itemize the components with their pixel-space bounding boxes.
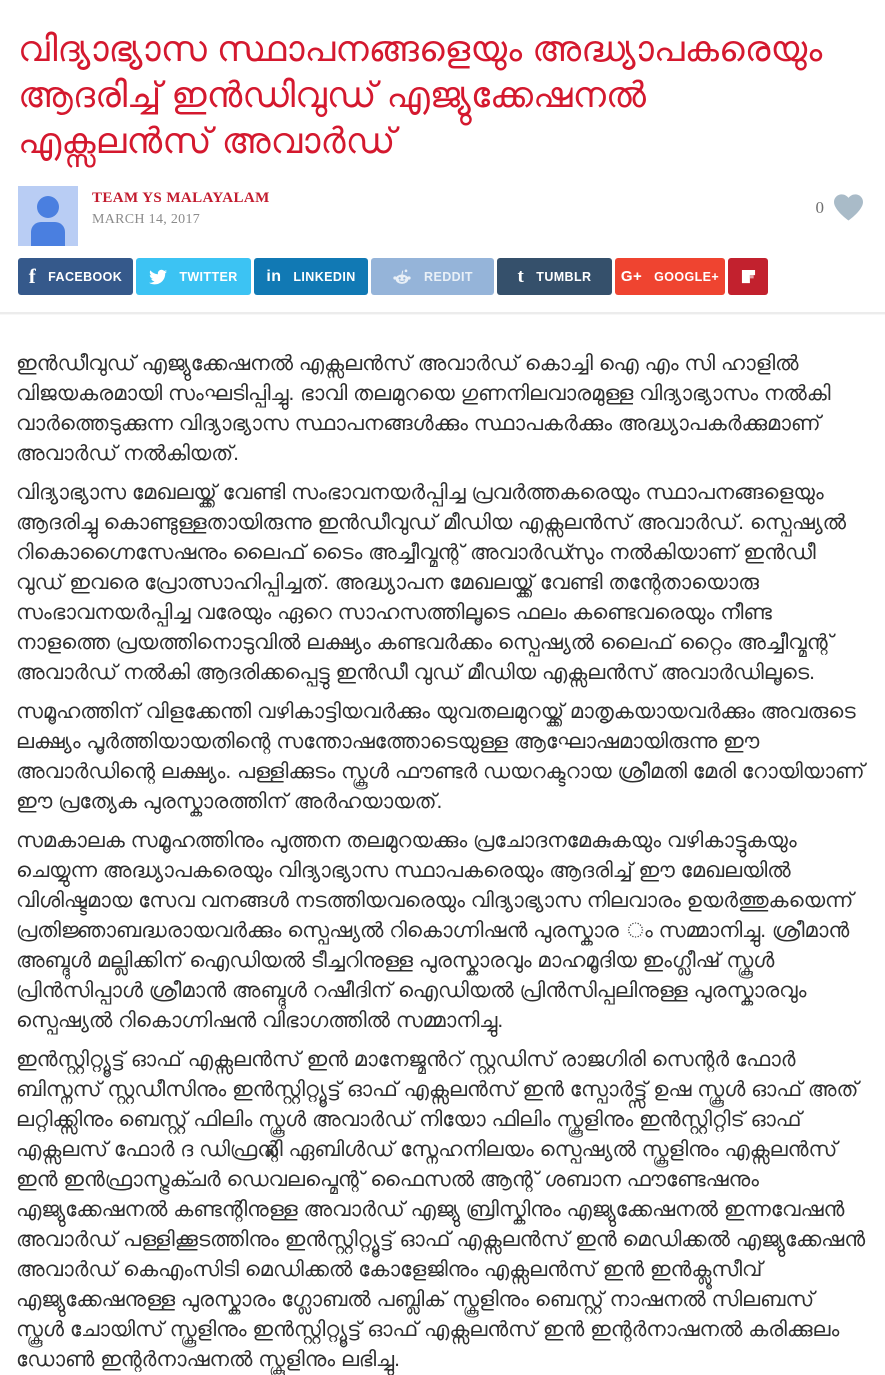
byline xyxy=(18,186,867,246)
paragraph: സമകാലക സമൂഹത്തിനും പുത്തന തലമുറയക്കും പ്രചോദനമേകുകയും വഴികാട്ടുകയും ചെയ്യുന്ന അദ്ധ്യാപകരെയും വിദ്യാഭ്യാസ സ്ഥാപകരെയും ആദരിച്ച് ഈ മേഖലയിൽ വിശിഷ്ടമായ സേവ വനങ്ങൾ നടത്തിയവരെയും വിദ്യാഭ്യാസ നിലവാരം ഉയർത്തുകയെന്ന് പ്രതിജ്ഞാബദ്ധരായവർക്കും സ്പെഷ്യൽ റികൊഗ്നിഷൻ പുരസ്കാര ം സമ്മാനിച്ചു. ശ്രീമാൻ അബ്ദുൾ മല്ലിക്കിന് ഐഡിയൽ ടീച്ചറിനുള്ള പുരസ്കാരവും മാഹമൂദിയ ഇംഗ്ലീഷ് സ്കൂൾ പ്രിൻസിപ്പാൾ ശ്രീമാൻ അബ്ദുൾ റഷീദിന് ഐഡിയൽ പ്രിൻസിപ്പലിനുള്ള പുരസ്കാരവും സ്പെഷ്യൽ റികൊഗ്നിഷൻ വിഭാഗത്തിൽ സമ്മാനിച്ചു. xyxy=(16,829,854,1032)
person-icon xyxy=(37,196,59,218)
paragraph: വിദ്യാഭ്യാസ മേഖലയ്ക്ക് വേണ്ടി സംഭാവനയർപ്പിച്ച പ്രവർത്തകരെയും സ്ഥാപനങ്ങളെയും ആദരിച്ചു കൊണ്ടുള്ളതായിരുന്നു ഇൻഡീവുഡ് മീഡിയ എക്സലൻസ് അവാർഡ്. സ്പെഷ്യൽ റികൊഗ്നൈസേഷനും ലൈഫ് ടൈം അച്ചീവ്മന്റ് അവാർഡ്സും നൽകിയാണ് ഇൻഡീ വുഡ് ഇവരെ പ്രോത്സാഹിപ്പിച്ചത്. അദ്ധ്യാപന മേഖലയ്ക്ക് വേണ്ടി തന്റേതായൊരു സംഭാവനയർപ്പിച്ച വരേയും ഏറെ സാഹസത്തിലൂടെ ഫലം കണ്ടെവരെയും നീണ്ട നാളത്തെ പ്രയത്തിനൊടുവിൽ ലക്ഷ്യം കണ്ടവർക്കം സ്പെഷ്യൽ ലൈഫ് റ്റൈം അച്ചീവ്മന്റ് അവാർഡ് നൽകി ആദരിക്കപ്പെട്ടു ഇൻഡീ വുഡ് മീഡിയ എക്സലൻസ് അവാർഡിലൂടെ. xyxy=(16,481,847,684)
tumblr-icon: t xyxy=(517,266,525,287)
heart-icon[interactable] xyxy=(834,194,863,221)
flipboard-share-button[interactable] xyxy=(728,258,768,295)
author-avatar[interactable] xyxy=(18,186,78,246)
article-body xyxy=(0,315,885,1375)
publish-date: MARCH 14, 2017 xyxy=(92,212,201,227)
tumblr-share-button[interactable] xyxy=(497,258,612,295)
flipboard-icon xyxy=(741,269,756,284)
paragraph: ഇൻഡീവുഡ് എജ്യുക്കേഷനൽ എക്സലൻസ് അവാർഡ് കൊച്ചി ഐ എം സി ഹാളിൽ വിജയകരമായി സംഘടിപ്പിച്ചു. ഭാവി തലമുറയെ ഗുണനിലവാരമുള്ള വിദ്യാഭ്യാസം നൽകി വാർത്തെടുക്കുന്ന വിദ്യാഭ്യാസ സ്ഥാപനങ്ങൾക്കും സ്ഥാപകർക്കും അദ്ധ്യാപകർക്കുമാണ് അവാർഡ് നൽകിയത്. xyxy=(16,352,831,465)
reddit-icon xyxy=(392,267,412,287)
linkedin-share-button[interactable] xyxy=(254,258,368,295)
facebook-share-button[interactable] xyxy=(18,258,133,295)
twitter-label: TWITTER xyxy=(179,269,238,284)
tumblr-label: TUMBLR xyxy=(536,269,592,284)
share-buttons xyxy=(18,258,867,295)
googleplus-label: GOOGLE+ xyxy=(654,269,720,284)
facebook-label: FACEBOOK xyxy=(48,269,123,284)
person-icon-body xyxy=(31,222,65,246)
linkedin-icon: in xyxy=(266,267,282,285)
paragraph: സമൂഹത്തിന് വിളക്കേന്തി വഴികാട്ടിയവർക്കും യുവതലമുറയ്ക്ക് മാതൃകയായവർക്കും അവരുടെ ലക്ഷ്യം പൂർത്തിയായതിന്റെ സന്തോഷത്തോടെയുള്ള ആഘോഷമായിരുന്നു ഈ അവാർഡിന്റെ ലക്ഷ്യം. പള്ളിക്കുടം സ്കൂൾ ഫൗണ്ടർ ഡയറക്ടറായ ശ്രീമതി മേരി റോയിയാണ് ഈ പ്രത്യേക പുരസ്കാരത്തിന് അർഹയായത്. xyxy=(16,700,865,813)
reddit-share-button[interactable] xyxy=(371,258,494,295)
paragraph: ഇൻസ്റ്റിറ്റ്യൂട്ട് ഓഫ് എക്സലൻസ് ഇൻ മാനേജ്മൻറ് സ്റ്റഡിസ് രാജഗിരി സെന്റർ ഫോർ ബിസ്നസ് സ്റ്റഡീസിനും ഇൻസ്റ്റിറ്റ്യൂട്ട് ഓഫ് എക്സലൻസ് ഇൻ സ്പോർട്ട്സ് ഉഷ സ്കൂൾ ഓഫ് അത് ലറ്റിക്ക്സിനും ബെസ്റ്റ് ഫിലിം സ്കൂൾ അവാർഡ് നിയോ ഫിലിം സ്കൂളിനും ഇൻസ്റ്റിറ്റിട് ഓഫ് എക്സലസ് ഫോർ ദ ഡിഫ്രന്റ്ലി ഏബിൾഡ് സ്നേഹനിലയം സ്പെഷ്യൽ സ്കൂളിനും എക്സലൻസ് ഇൻ ഇൻഫ്രാസ്ട്രക്ചർ ഡെവലപ്മെന്റ് ഫൈസൽ ആന്റ് ശബാന ഫൗണ്ടേഷനും എജ്യുക്കേഷനൽ കണ്ടന്റിനുള്ള അവാർഡ് എജ്യു ബ്രിസ്കിനും എജ്യുക്കേഷനൽ ഇന്നവേഷൻ അവാർഡ് പള്ളിക്കൂടത്തിനും ഇൻസ്റ്റിറ്റ്യൂട്ട് ഓഫ് എക്സലൻസ് ഇൻ മെഡിക്കൽ എജ്യുക്കേഷൻ അവാർഡ് കെഎംസിടി മെഡിക്കൽ കോളേജിനും എക്സലൻസ് ഇൻ ഇൻക്ലൂസീവ് എജ്യുക്കേഷനുള്ള പുരസ്കാരം ഗ്ലോബൽ പബ്ലിക് സ്കൂളിനും ബെസ്റ്റ് നാഷനൽ സിലബസ് സ്കൂൾ ചോയിസ് സ്കൂളിനും ഇൻസ്റ്റിറ്റ്യൂട്ട് ഓഫ് എക്സലൻസ് ഇൻ ഇന്റർനാഷനൽ കരിക്കുലം ഡോൺ ഇന്റർനാഷനൽ സ്കൂളിനും ലഭിച്ചു. xyxy=(16,1048,866,1371)
twitter-share-button[interactable] xyxy=(136,258,251,295)
byline-text xyxy=(92,186,270,228)
googleplus-icon: G+ xyxy=(620,268,643,285)
linkedin-label: LINKEDIN xyxy=(293,269,356,284)
likes xyxy=(816,186,868,221)
like-count: 0 xyxy=(815,197,824,217)
googleplus-share-button[interactable] xyxy=(615,258,725,295)
facebook-icon: f xyxy=(28,264,37,288)
twitter-icon xyxy=(149,268,167,286)
article-title: വിദ്യാഭ്യാസ സ്ഥാപനങ്ങളെയും അദ്ധ്യാപകരെയും ആദരിച്ച് ഇൻഡിവുഡ് എജ്യുക്കേഷനൽ എക്സലൻസ് അവാർഡ് xyxy=(18,28,823,161)
reddit-label: REDDIT xyxy=(424,269,473,284)
author-name[interactable]: TEAM YS MALAYALAM xyxy=(92,190,270,206)
